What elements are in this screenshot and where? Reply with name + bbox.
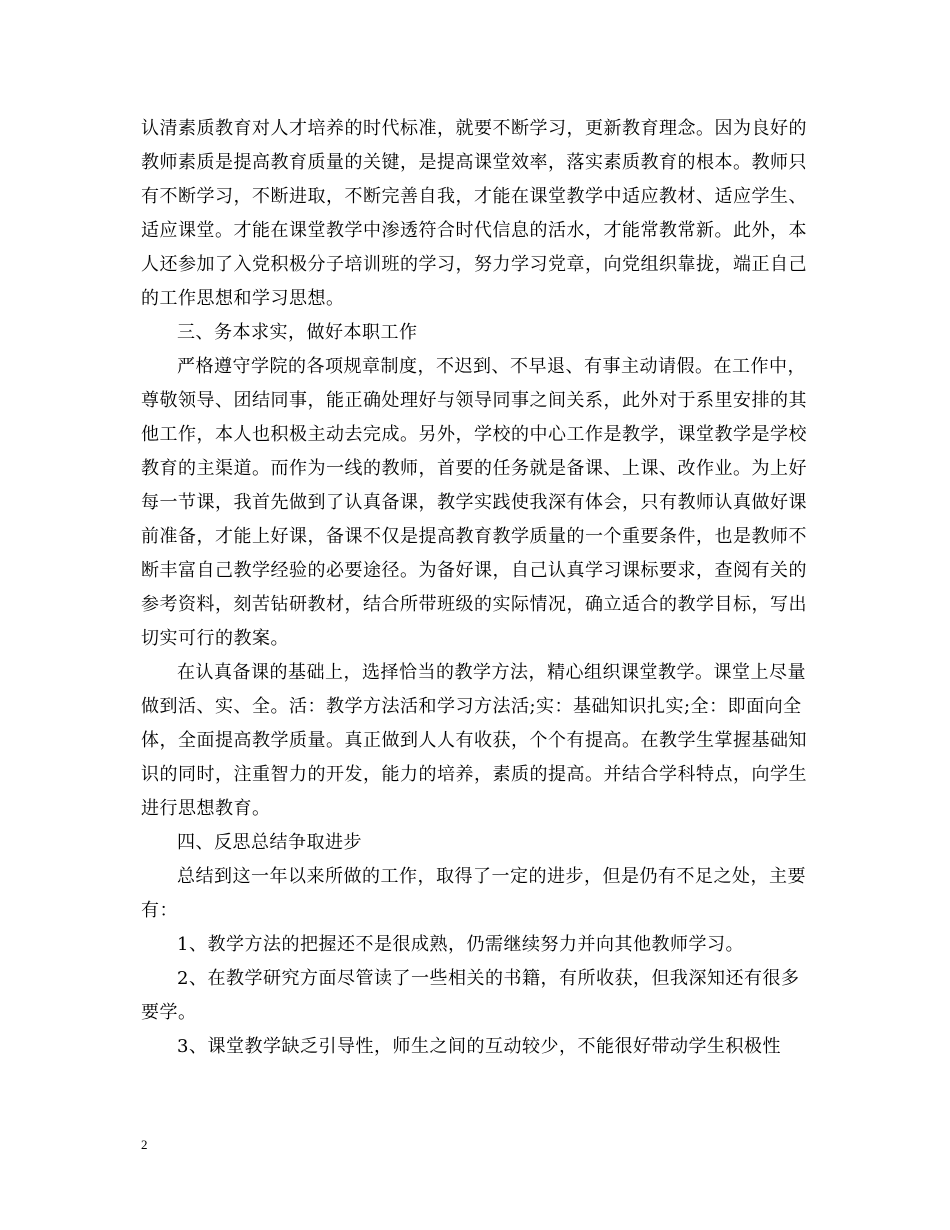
text-line: 体，全面提高教学质量。真正做到人人有收获，个个有提高。在教学生掌握基础知 bbox=[141, 730, 807, 751]
text-line: 识的同时，注重智力的开发，能力的培养，素质的提高。并结合学科特点，向学生 bbox=[141, 764, 807, 785]
page-number: 2 bbox=[141, 1137, 148, 1152]
text-line: 要学。 bbox=[141, 1002, 197, 1023]
text-line: 认清素质教育对人才培养的时代标准，就要不断学习，更新教育理念。因为良好的 bbox=[141, 118, 807, 139]
text-line: 断丰富自己教学经验的必要途径。为备好课，自己认真学习课标要求，查阅有关的 bbox=[141, 560, 807, 581]
text-line: 1、教学方法的把握还不是很成熟，仍需继续努力并向其他教师学习。 bbox=[177, 934, 744, 955]
text-line: 的工作思想和学习思想。 bbox=[141, 288, 345, 309]
text-line: 参考资料，刻苦钻研教材，结合所带班级的实际情况，确立适合的教学目标，写出 bbox=[141, 594, 807, 615]
text-line: 有不断学习，不断进取，不断完善自我，才能在课堂教学中适应教材、适应学生、 bbox=[141, 186, 807, 207]
text-line: 三、务本求实，做好本职工作 bbox=[177, 322, 418, 343]
text-line: 每一节课，我首先做到了认真备课，教学实践使我深有体会，只有教师认真做好课 bbox=[141, 492, 807, 513]
text-line: 切实可行的教案。 bbox=[141, 628, 289, 649]
text-line: 四、反思总结争取进步 bbox=[177, 832, 362, 853]
text-line: 有： bbox=[141, 900, 178, 921]
text-line: 在认真备课的基础上，选择恰当的教学方法，精心组织课堂教学。课堂上尽量 bbox=[177, 662, 806, 683]
text-line: 他工作，本人也积极主动去完成。另外，学校的中心工作是教学，课堂教学是学校 bbox=[141, 424, 807, 445]
text-line: 适应课堂。才能在课堂教学中渗透符合时代信息的活水，才能常教常新。此外，本 bbox=[141, 220, 807, 241]
text-line: 尊敬领导、团结同事，能正确处理好与领导同事之间关系，此外对于系里安排的其 bbox=[141, 390, 807, 411]
text-line: 人还参加了入党积极分子培训班的学习，努力学习党章，向党组织靠拢，端正自己 bbox=[141, 254, 807, 275]
text-line: 3、课堂教学缺乏引导性，师生之间的互动较少，不能很好带动学生积极性 bbox=[177, 1036, 781, 1057]
text-line: 总结到这一年以来所做的工作，取得了一定的进步，但是仍有不足之处，主要 bbox=[177, 866, 806, 887]
text-line: 进行思想教育。 bbox=[141, 798, 271, 819]
text-line: 2、在教学研究方面尽管读了一些相关的书籍，有所收获，但我深知还有很多 bbox=[177, 968, 800, 989]
document-body bbox=[141, 112, 809, 1064]
text-line: 前准备，才能上好课，备课不仅是提高教育教学质量的一个重要条件，也是教师不 bbox=[141, 526, 807, 547]
text-line: 严格遵守学院的各项规章制度，不迟到、不早退、有事主动请假。在工作中， bbox=[177, 356, 806, 377]
text-line: 做到活、实、全。活：教学方法活和学习方法活;实：基础知识扎实;全：即面向全 bbox=[141, 696, 802, 717]
text-line: 教育的主渠道。而作为一线的教师，首要的任务就是备课、上课、改作业。为上好 bbox=[141, 458, 807, 479]
text-line: 教师素质是提高教育质量的关键，是提高课堂效率，落实素质教育的根本。教师只 bbox=[141, 152, 807, 173]
